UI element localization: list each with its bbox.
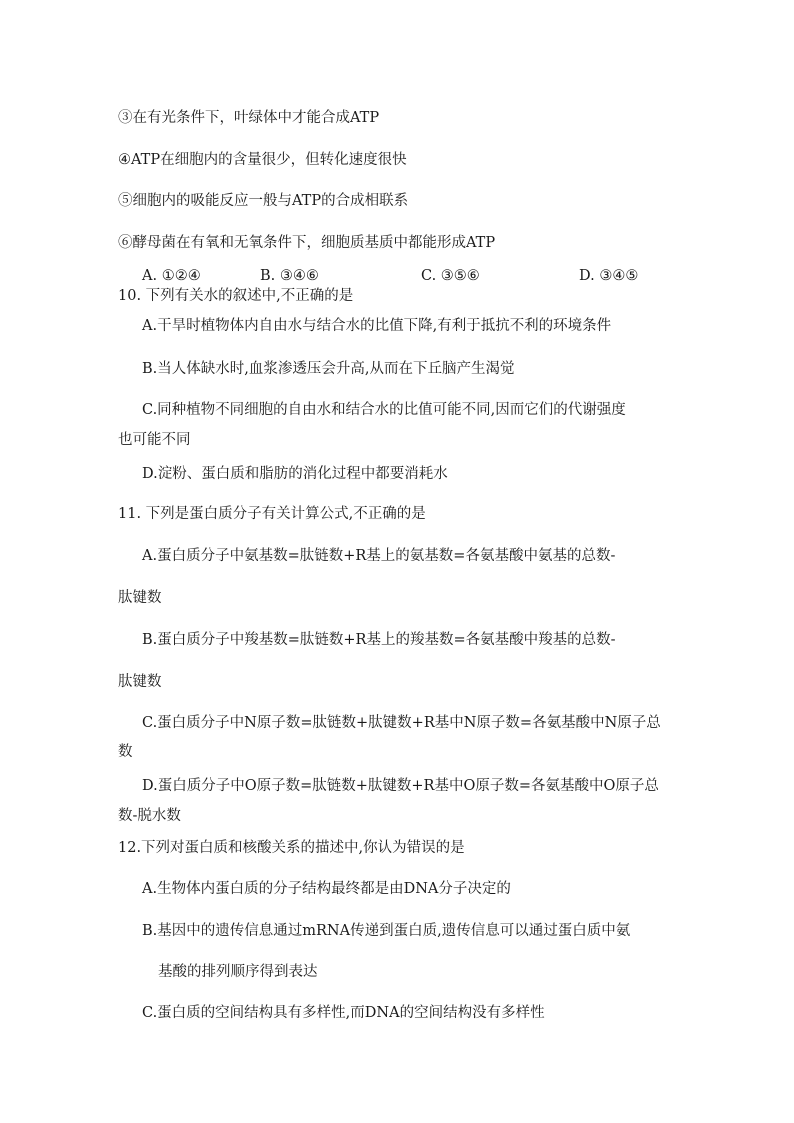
q11-option-b: B.蛋白质分子中羧基数=肽链数+R基上的羧基数=各氨基酸中羧基的总数-	[142, 632, 616, 648]
q11-stem: 11. 下列是蛋白质分子有关计算公式,不正确的是	[118, 506, 426, 522]
q11-option-a-cont: 肽键数	[118, 590, 162, 606]
q11-option-c: C.蛋白质分子中N原子数=肽链数+肽键数+R基中N原子数=各氨基酸中N原子总	[142, 715, 661, 731]
q10-option-a: A.干旱时植物体内自由水与结合水的比值下降,有利于抵抗不利的环境条件	[142, 318, 612, 334]
statement-3: ③在有光条件下，叶绿体中才能合成ATP	[118, 110, 380, 126]
statement-6: ⑥酵母菌在有氧和无氧条件下，细胞质基质中都能形成ATP	[118, 235, 496, 251]
q12-option-c: C.蛋白质的空间结构具有多样性,而DNA的空间结构没有多样性	[142, 1005, 545, 1021]
q10-stem: 10. 下列有关水的叙述中,不正确的是	[118, 288, 354, 304]
q12-stem: 12.下列对蛋白质和核酸关系的描述中,你认为错误的是	[118, 840, 465, 856]
q10-option-c: C.同种植物不同细胞的自由水和结合水的比值可能不同,因而它们的代谢强度	[142, 402, 626, 418]
q12-option-a: A.生物体内蛋白质的分子结构最终都是由DNA分子决定的	[142, 881, 511, 897]
q11-option-a: A.蛋白质分子中氨基数=肽链数+R基上的氨基数=各氨基酸中氨基的总数-	[142, 548, 616, 564]
q9-option-b: B. ③④⑥	[260, 268, 319, 284]
q9-option-c: C. ③⑤⑥	[421, 268, 480, 284]
statement-5: ⑤细胞内的吸能反应一般与ATP的合成相联系	[118, 193, 409, 209]
q11-option-d: D.蛋白质分子中O原子数=肽链数+肽键数+R基中O原子数=各氨基酸中O原子总	[142, 778, 659, 794]
q11-option-c-cont: 数	[118, 744, 133, 760]
q10-option-c-cont: 也可能不同	[118, 432, 191, 448]
statement-4: ④ATP在细胞内的含量很少，但转化速度很快	[118, 152, 407, 168]
q11-option-d-cont: 数-脱水数	[118, 808, 181, 824]
q10-option-d: D.淀粉、蛋白质和脂肪的消化过程中都要消耗水	[142, 466, 448, 482]
q10-option-b: B.当人体缺水时,血浆渗透压会升高,从而在下丘脑产生渴觉	[142, 361, 515, 377]
q9-option-d: D. ③④⑤	[579, 268, 639, 284]
q9-option-a: A. ①②④	[142, 268, 201, 284]
q12-option-b-cont: 基酸的排列顺序得到表达	[158, 964, 318, 980]
q12-option-b: B.基因中的遗传信息通过mRNA传递到蛋白质,遗传信息可以通过蛋白质中氨	[142, 923, 631, 939]
q11-option-b-cont: 肽键数	[118, 674, 162, 690]
